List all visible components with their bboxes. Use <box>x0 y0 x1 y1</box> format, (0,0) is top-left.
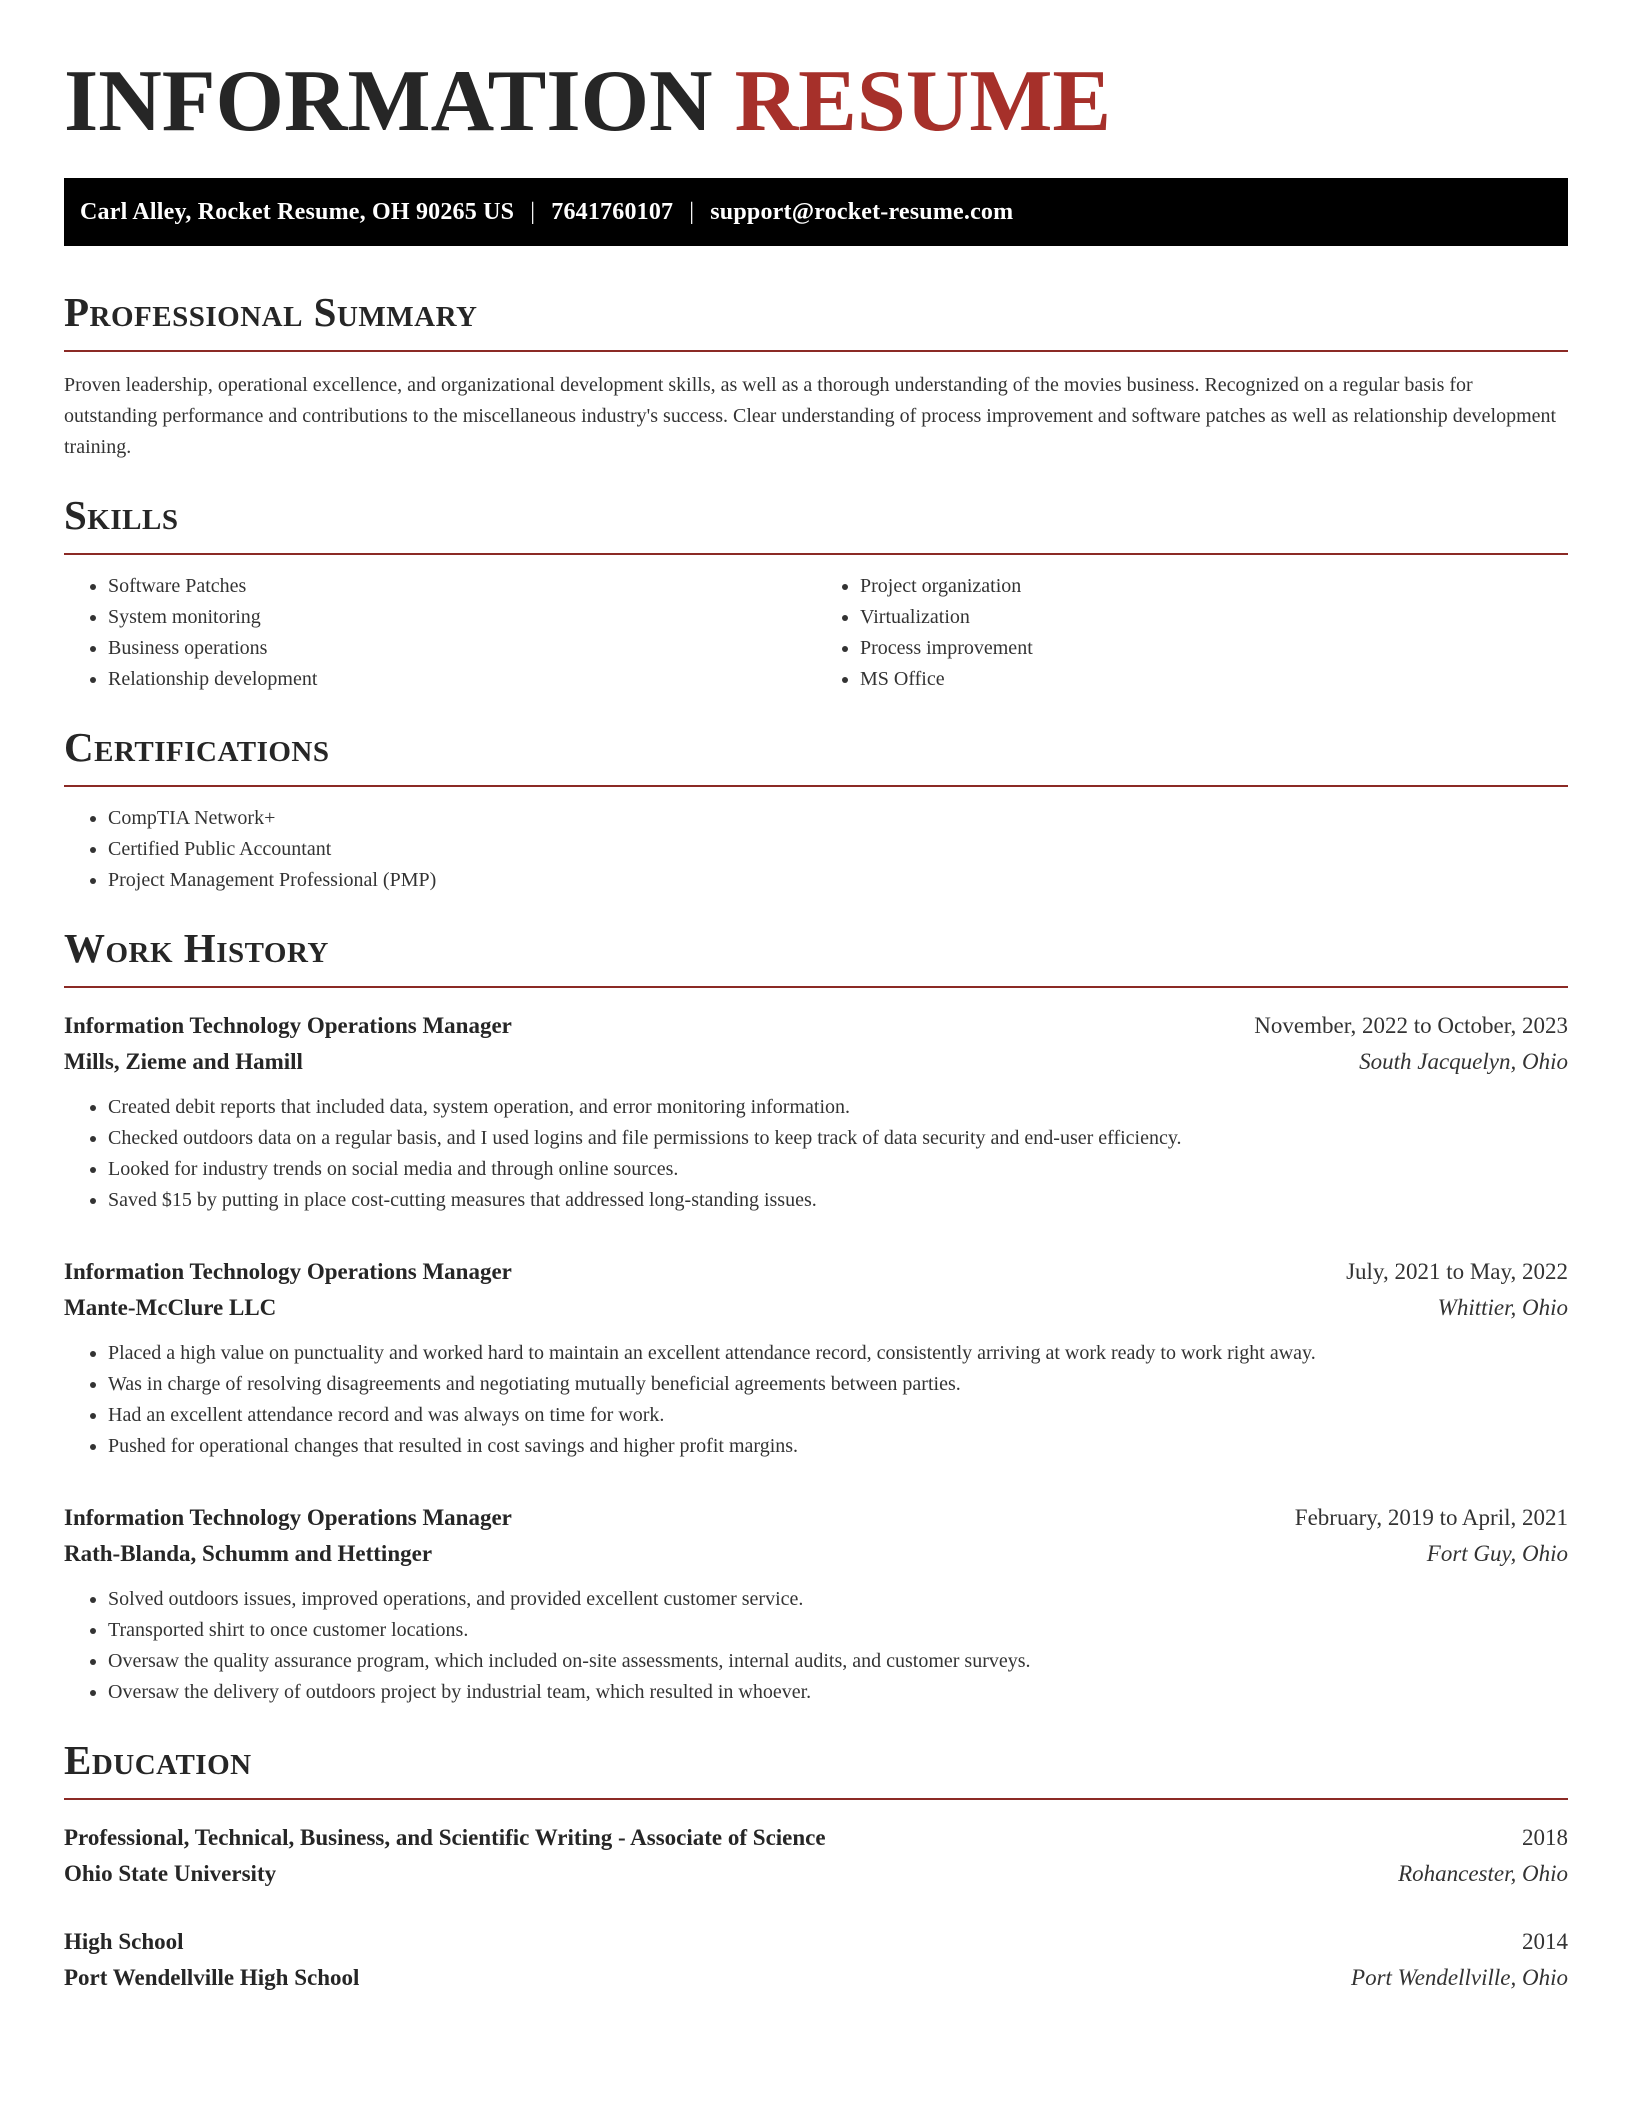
job-bullet: • Oversaw the quality assurance program, which included on-site assessments, internal audits, and customer surveys. <box>108 1646 1568 1677</box>
job-bullet: • Transported shirt to once customer locations. <box>108 1615 1568 1646</box>
job-entry <box>64 1008 1568 1216</box>
contact-email: support@rocket-resume.com <box>710 198 1014 225</box>
job-location: Whittier, Ohio <box>1437 1295 1568 1320</box>
education-heading: Education <box>64 1737 252 1783</box>
job-bullet: • Solved outdoors issues, improved operations, and provided excellent customer service. <box>108 1584 1568 1615</box>
skills-column-2 <box>816 571 1568 695</box>
section-divider <box>64 350 1568 352</box>
job-bullet: • Created debit reports that included data, system operation, and error monitoring information. <box>108 1092 1568 1123</box>
job-bullet: • Was in charge of resolving disagreements and negotiating mutually beneficial agreements between parties. <box>108 1369 1568 1400</box>
section-divider <box>64 785 1568 787</box>
education-entry <box>64 1924 1568 1996</box>
education-school: Port Wendellville High School <box>64 1965 360 1990</box>
job-dates: February, 2019 to April, 2021 <box>1294 1505 1568 1530</box>
job-bullet: • Placed a high value on punctuality and worked hard to maintain an excellent attendance record, consistently arriving at work ready to work right away. <box>108 1338 1568 1369</box>
job-bullet: • Checked outdoors data on a regular basis, and I used logins and file permissions to keep track of data security and end-user efficiency. <box>108 1123 1568 1154</box>
skills-heading: Skills <box>64 492 179 538</box>
education-year: 2018 <box>1522 1825 1568 1850</box>
job-bullet: • Pushed for operational changes that resulted in cost savings and higher profit margins. <box>108 1431 1568 1462</box>
job-bullet: • Saved $15 by putting in place cost-cutting measures that addressed long-standing issues. <box>108 1185 1568 1216</box>
job-title: Information Technology Operations Manager <box>64 1505 512 1530</box>
job-title: Information Technology Operations Manager <box>64 1259 512 1284</box>
certification-item: • Project Management Professional (PMP) <box>108 865 1568 896</box>
resume-title <box>64 52 1568 152</box>
skill-item: • MS Office <box>860 664 1568 695</box>
skill-item: • Business operations <box>108 633 816 664</box>
skill-item: • System monitoring <box>108 602 816 633</box>
education-location: Rohancester, Ohio <box>1398 1861 1568 1886</box>
contact-address: Carl Alley, Rocket Resume, OH 90265 US <box>80 198 515 225</box>
education-degree: Professional, Technical, Business, and Scientific Writing - Associate of Science <box>64 1825 826 1850</box>
skills-column-1 <box>64 571 816 695</box>
contact-bar <box>64 178 1568 246</box>
job-bullet: • Oversaw the delivery of outdoors project by industrial team, which resulted in whoever. <box>108 1677 1568 1708</box>
job-entry <box>64 1500 1568 1708</box>
skills-grid <box>64 555 1568 695</box>
title-main: INFORMATION <box>64 53 713 150</box>
job-location: Fort Guy, Ohio <box>1426 1541 1568 1566</box>
contact-separator: | <box>689 198 695 225</box>
job-company: Rath-Blanda, Schumm and Hettinger <box>64 1541 433 1566</box>
job-bullets <box>64 1338 1568 1462</box>
education-degree: High School <box>64 1929 184 1954</box>
job-title: Information Technology Operations Manager <box>64 1013 512 1038</box>
skill-item: • Software Patches <box>108 571 816 602</box>
education-entry <box>64 1820 1568 1892</box>
job-entry <box>64 1254 1568 1462</box>
education-location: Port Wendellville, Ohio <box>1351 1965 1568 1990</box>
certifications-list <box>64 803 1568 896</box>
contact-phone: 7641760107 <box>551 198 674 225</box>
summary-heading: Professional Summary <box>64 289 478 335</box>
education-school: Ohio State University <box>64 1861 277 1886</box>
section-divider <box>64 1798 1568 1800</box>
certification-item: • CompTIA Network+ <box>108 803 1568 834</box>
skill-item: • Process improvement <box>860 633 1568 664</box>
certification-item: • Certified Public Accountant <box>108 834 1568 865</box>
skill-item: • Virtualization <box>860 602 1568 633</box>
job-dates: July, 2021 to May, 2022 <box>1346 1259 1568 1284</box>
work-history-heading: Work History <box>64 925 329 971</box>
skill-item: • Project organization <box>860 571 1568 602</box>
job-bullet: • Looked for industry trends on social media and through online sources. <box>108 1154 1568 1185</box>
title-accent: RESUME <box>734 53 1112 150</box>
job-dates: November, 2022 to October, 2023 <box>1254 1013 1568 1038</box>
certifications-heading: Certifications <box>64 724 330 770</box>
job-company: Mante-McClure LLC <box>64 1295 277 1320</box>
section-divider <box>64 986 1568 988</box>
job-company: Mills, Zieme and Hamill <box>64 1049 303 1074</box>
summary-text: Proven leadership, operational excellence, and organizational development skills, as well as a thorough understanding of the movies business. Recognized on a regular basis for outstanding performance and contributions to the miscellaneous industry's success. Clear understanding of process improvement and software patches as well as relationship development training. <box>64 374 1557 458</box>
contact-separator: | <box>530 198 536 225</box>
education-year: 2014 <box>1522 1929 1568 1954</box>
job-bullets <box>64 1092 1568 1216</box>
job-bullets <box>64 1584 1568 1708</box>
job-bullet: • Had an excellent attendance record and was always on time for work. <box>108 1400 1568 1431</box>
job-location: South Jacquelyn, Ohio <box>1359 1049 1568 1074</box>
skill-item: • Relationship development <box>108 664 816 695</box>
